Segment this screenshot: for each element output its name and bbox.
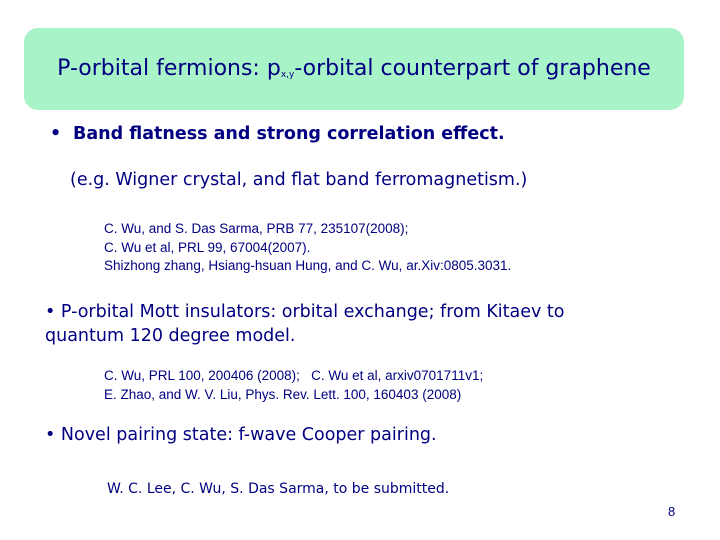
reference-line: E. Zhao, and W. V. Liu, Phys. Rev. Lett. 100, 160403 (2008) xyxy=(104,386,462,402)
bullet-2-references xyxy=(104,367,483,404)
bullet-dot: • xyxy=(45,302,56,322)
page-number: 8 xyxy=(668,504,676,519)
reference-line: C. Wu et al, PRL 99, 67004(2007). xyxy=(104,239,311,255)
reference-line: C. Wu, PRL 100, 200406 (2008); C. Wu et al, arxiv0701711v1; xyxy=(104,368,484,383)
bullet-3-reference: W. C. Lee, C. Wu, S. Das Sarma, to be submitted. xyxy=(107,481,450,497)
bullet-1-references xyxy=(104,220,511,276)
bullet-2-line-1: P-orbital Mott insulators: orbital exchange; from Kitaev to xyxy=(60,302,565,322)
bullet-dot: • xyxy=(45,425,56,445)
bullet-1-text: Band flatness and strong correlation effect. xyxy=(73,124,505,144)
bullet-3-text: Novel pairing state: f-wave Cooper pairing. xyxy=(60,425,437,445)
bullet-2-line-2: quantum 120 degree model. xyxy=(45,326,296,346)
bullet-1-example: (e.g. Wigner crystal, and flat band ferromagnetism.) xyxy=(70,170,528,190)
slide-title: P-orbital fermions: $p_{x,y}$-orbital counterpart of graphene xyxy=(57,56,651,81)
title-subscript: x,y xyxy=(280,70,295,80)
reference-line: C. Wu, and S. Das Sarma, PRB 77, 235107(2008); xyxy=(104,221,409,236)
reference-line: Shizhong zhang, Hsiang-hsuan Hung, and C. Wu, ar.Xiv:0805.3031. xyxy=(104,258,512,273)
bullet-3 xyxy=(45,425,437,445)
bullet-dot: • xyxy=(50,124,62,144)
bullet-2 xyxy=(45,300,565,348)
